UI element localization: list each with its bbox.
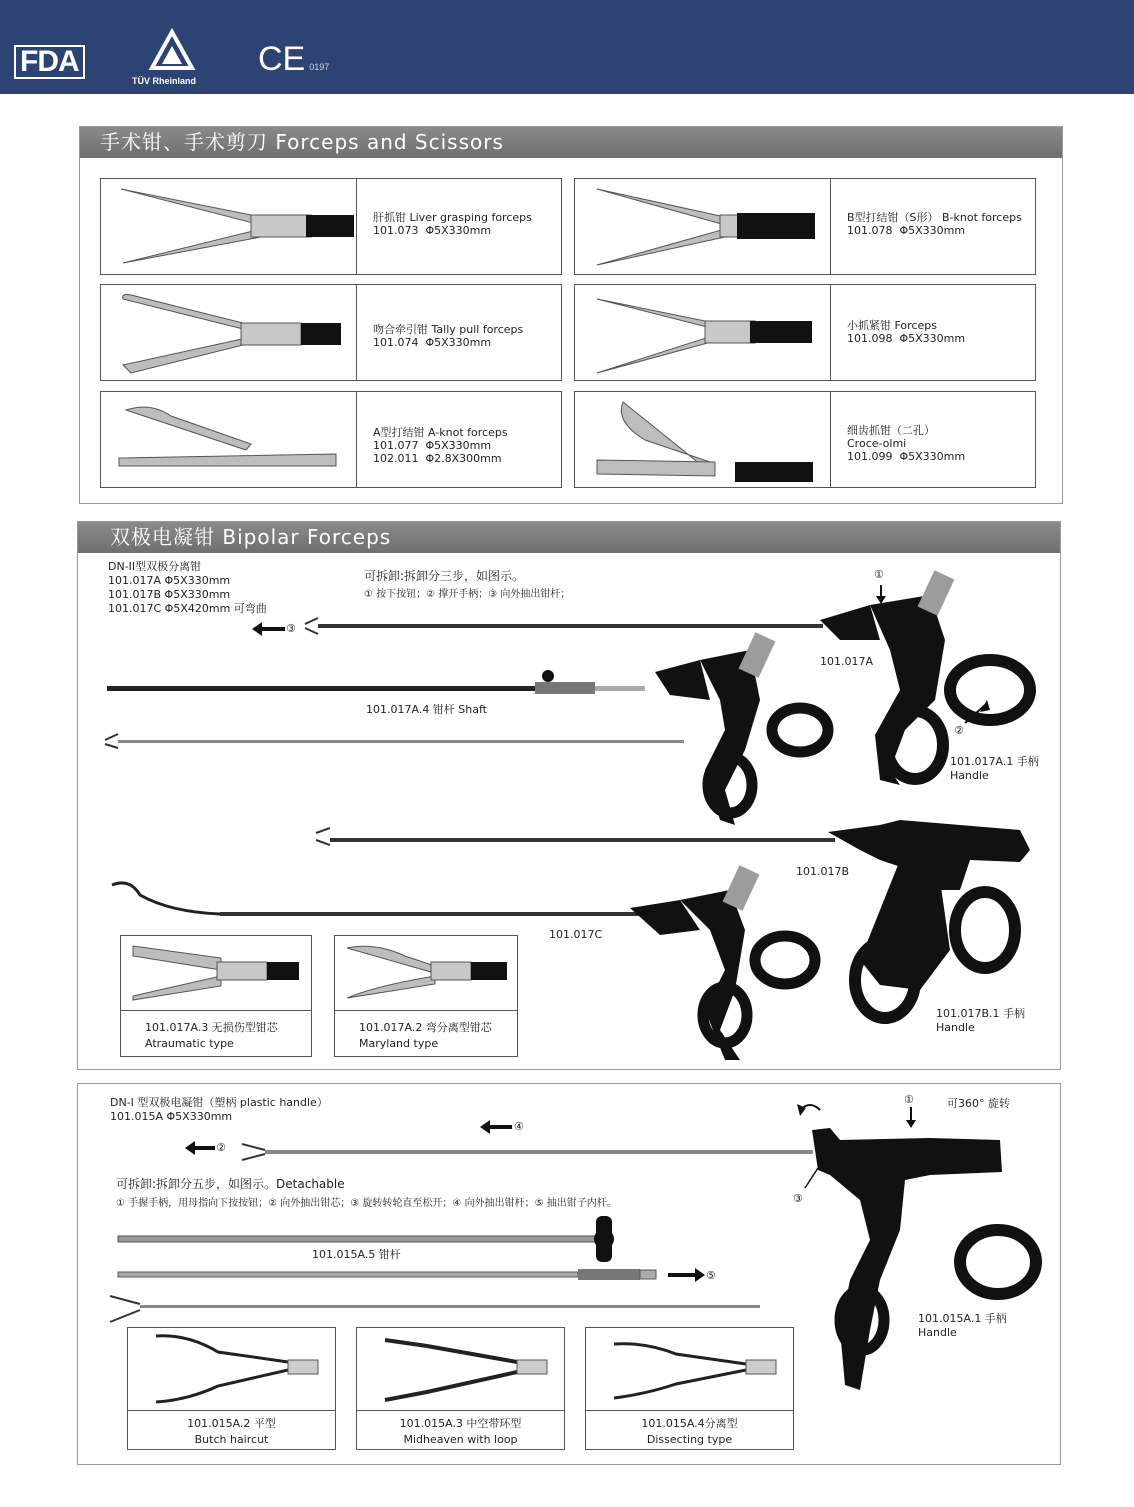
tip-type: Butch haircut <box>194 1433 269 1446</box>
forceps-tip-icon <box>586 1328 793 1410</box>
model-title: DN-I 型双极电凝钳（塑柄 plastic handle） <box>110 1096 328 1109</box>
marker-step-2: ② <box>954 724 964 737</box>
tuv-text: TÜV Rheinland <box>132 76 197 86</box>
product-name: 细齿抓钳（二孔） <box>847 424 935 437</box>
tip-code: 101.015A.3 中空带环型 <box>399 1417 522 1430</box>
tip-type: Midheaven with loop <box>403 1433 518 1446</box>
rotate-note: 可360° 旋转 <box>947 1097 1010 1110</box>
tip-card <box>585 1327 794 1450</box>
product-name: 肝抓钳 Liver grasping forceps <box>373 211 532 224</box>
label-101-017c: 101.017C <box>549 928 603 941</box>
tip-code: 101.017A.3 无损伤型钳芯 <box>145 1021 278 1034</box>
marker-step-2: ② <box>216 1141 226 1154</box>
detach-title: 可拆卸:拆卸分三步，如图示。 <box>364 569 525 583</box>
product-spec: 101.099 Φ5X330mm <box>847 450 966 463</box>
label-handle-en: Handle <box>918 1326 957 1339</box>
label-101-017b: 101.017B <box>796 865 850 878</box>
tip-image <box>586 1328 793 1411</box>
marker-step-5: ⑤ <box>706 1269 716 1282</box>
model-spec: 101.017C Φ5X420mm 可弯曲 <box>108 602 267 615</box>
label-handle-a-en: Handle <box>950 769 989 782</box>
model-title: DN-II型双极分离钳 <box>108 560 202 573</box>
tip-type: Dissecting type <box>646 1433 733 1446</box>
forceps-tip-icon <box>128 1328 335 1410</box>
product-name: 吻合牵引钳 Tally pull forceps <box>373 323 524 336</box>
product-spec: 101.078 Φ5X330mm <box>847 224 966 237</box>
label-handle: 101.015A.1 手柄 <box>918 1312 1007 1325</box>
marker-step-1: ① <box>874 568 884 581</box>
model-spec: 101.017A Φ5X330mm <box>108 574 231 587</box>
model-spec: 101.015A Φ5X330mm <box>110 1110 233 1123</box>
tip-code: 101.015A.4分离型 <box>641 1417 738 1430</box>
product-spec: 101.098 Φ5X330mm <box>847 332 966 345</box>
product-spec: 101.077 Φ5X330mm <box>373 439 492 452</box>
product-name: B型打结钳（S形） B-knot forceps <box>847 211 1022 224</box>
detach-title: 可拆卸:拆卸分五步，如图示。Detachable <box>116 1177 345 1191</box>
label-handle-a: 101.017A.1 手柄 <box>950 755 1039 768</box>
tip-card <box>356 1327 565 1450</box>
forceps-tip-icon <box>357 1328 564 1410</box>
product-spec: 101.073 Φ5X330mm <box>373 224 492 237</box>
product-spec: 101.074 Φ5X330mm <box>373 336 492 349</box>
marker-step-1: ① <box>904 1093 914 1106</box>
section-title: 双极电凝钳 Bipolar Forceps <box>78 522 1060 553</box>
detach-steps: ① 按下按钮；② 撑开手柄；③ 向外抽出钳杆； <box>364 589 571 600</box>
label-handle-b-en: Handle <box>936 1021 975 1034</box>
tip-image <box>128 1328 335 1411</box>
marker-step-3: ③ <box>286 622 296 635</box>
product-name-2: Croce-olmi <box>847 437 907 450</box>
tip-code: 101.017A.2 弯分离型钳芯 <box>359 1021 492 1034</box>
tip-image <box>357 1328 564 1411</box>
product-name: A型打结钳 A-knot forceps <box>373 426 508 439</box>
label-shaft: 101.015A.5 钳杆 <box>312 1248 401 1261</box>
marker-step-4: ④ <box>514 1120 524 1133</box>
section-title: 手术钳、手术剪刀 Forceps and Scissors <box>80 127 1062 158</box>
fda-logo: FDA <box>14 45 85 79</box>
tip-type: Maryland type <box>359 1037 439 1050</box>
label-handle-b: 101.017B.1 手柄 <box>936 1007 1026 1020</box>
detach-steps: ① 手握手柄，用母指向下按按钮；② 向外抽出钳芯；③ 旋转转轮直至松开；④ 向外抽出钳杆；⑤ 抽出钳子内杆。 <box>116 1198 617 1209</box>
tip-card <box>127 1327 336 1450</box>
label-101-017a: 101.017A <box>820 655 874 668</box>
ce-mark: CE <box>258 40 306 78</box>
label-shaft: 101.017A.4 钳杆 Shaft <box>366 703 487 716</box>
tip-code: 101.015A.2 平型 <box>187 1417 276 1430</box>
model-spec: 101.017B Φ5X330mm <box>108 588 231 601</box>
product-spec-2: 102.011 Φ2.8X300mm <box>373 452 502 465</box>
product-name: 小抓紧钳 Forceps <box>847 319 937 332</box>
marker-step-3: ③ <box>793 1192 803 1205</box>
ce-number: 0197 <box>309 62 330 72</box>
tip-type: Atraumatic type <box>145 1037 234 1050</box>
